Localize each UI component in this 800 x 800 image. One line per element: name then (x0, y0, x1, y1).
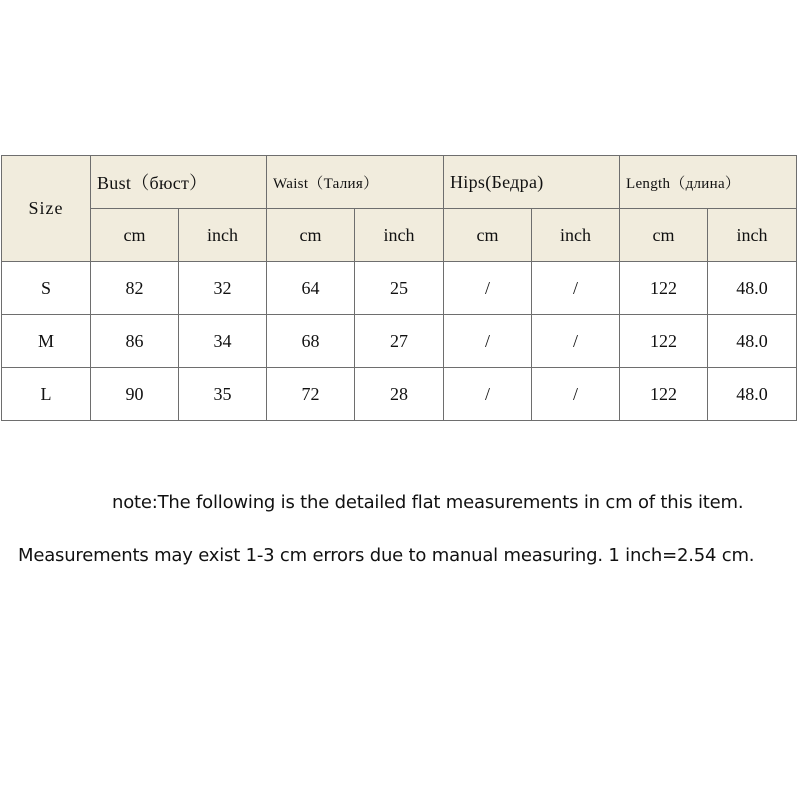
table-cell: 86 (91, 315, 179, 368)
table-cell: 48.0 (708, 262, 797, 315)
table-cell: 28 (355, 368, 444, 421)
table-cell: 90 (91, 368, 179, 421)
table-cell: / (444, 262, 532, 315)
unit-header: cm (620, 209, 708, 262)
table-row (2, 315, 797, 368)
table-cell: 48.0 (708, 368, 797, 421)
table-cell: 122 (620, 262, 708, 315)
table-cell: 122 (620, 315, 708, 368)
table-cell: 35 (179, 368, 267, 421)
unit-header: cm (267, 209, 355, 262)
hips-header: Hips(Бедра) (444, 156, 620, 209)
table-cell: 34 (179, 315, 267, 368)
header-row-units (2, 209, 797, 262)
table-cell: 82 (91, 262, 179, 315)
size-label: M (2, 315, 91, 368)
table-cell: 32 (179, 262, 267, 315)
table-cell: / (532, 315, 620, 368)
table-cell: 122 (620, 368, 708, 421)
unit-header: inch (708, 209, 797, 262)
table-row (2, 368, 797, 421)
unit-header: inch (179, 209, 267, 262)
size-label: S (2, 262, 91, 315)
table-cell: 25 (355, 262, 444, 315)
table-cell: 68 (267, 315, 355, 368)
table-row (2, 262, 797, 315)
table-cell: / (532, 368, 620, 421)
unit-header: inch (532, 209, 620, 262)
table-cell: 27 (355, 315, 444, 368)
table-cell: / (444, 368, 532, 421)
table-cell: / (444, 315, 532, 368)
bust-header: Bust（бюст） (91, 156, 267, 209)
measurement-error-note: Measurements may exist 1-3 cm errors due to manual measuring. 1 inch=2.54 cm. (18, 545, 755, 566)
unit-header: cm (91, 209, 179, 262)
unit-header: cm (444, 209, 532, 262)
header-row-groups (2, 156, 797, 209)
size-label: L (2, 368, 91, 421)
table-cell: 48.0 (708, 315, 797, 368)
size-column-header: Size (2, 156, 91, 262)
length-header: Length（длина） (620, 156, 797, 209)
unit-header: inch (355, 209, 444, 262)
table-cell: / (532, 262, 620, 315)
table-cell: 64 (267, 262, 355, 315)
waist-header: Waist（Талия） (267, 156, 444, 209)
size-chart-table (1, 155, 797, 421)
table-cell: 72 (267, 368, 355, 421)
measurement-note: note:The following is the detailed flat measurements in cm of this item. (112, 492, 744, 513)
